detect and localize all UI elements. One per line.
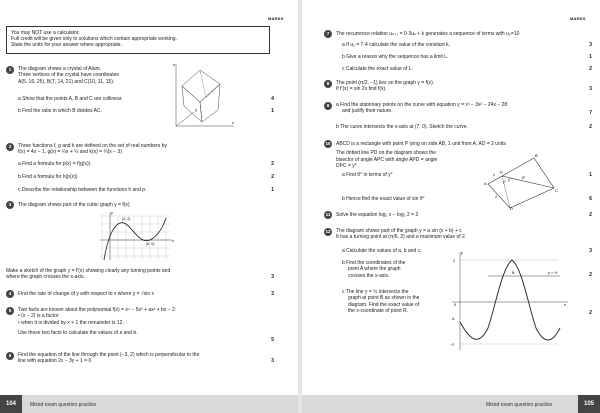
- rectangle-diagram: [480, 150, 570, 210]
- q-line: the x-coordinate of point R.: [348, 308, 409, 315]
- q-line: The point (π/2, −1) lies on the graph y = f(x).: [336, 80, 435, 86]
- q-line: The diagram shows a crystal of Alum.: [18, 66, 102, 72]
- vertex-label-b: B: [535, 153, 538, 158]
- footer-title: Mixed exam question practice: [30, 401, 97, 408]
- question-1-text: [18, 66, 168, 85]
- left-page: [0, 0, 298, 413]
- page-footer: [302, 395, 600, 413]
- q12-part-b: [342, 260, 442, 279]
- q7-part-a: a If u₁ = 7·4 calculate the value of the constant k.: [342, 42, 451, 48]
- marks-value: 2: [271, 161, 274, 167]
- alum-crystal-diagram: [170, 60, 240, 132]
- marks-value: 3: [589, 86, 592, 92]
- q-line: f(x) = 4x − 1, g(x) = ¼x + ¼ and k(x) = ¼(x − 3): [18, 149, 122, 156]
- point-label-a: A: [452, 317, 455, 321]
- vertex-label-a: A: [484, 181, 487, 186]
- q-line: and justify their nature.: [342, 108, 393, 115]
- axis-label-z: z: [173, 62, 175, 67]
- q12-part-c: [342, 289, 442, 315]
- tick-label: −2: [450, 343, 455, 347]
- question-number: 8: [324, 80, 332, 88]
- axis-label-x: x: [232, 120, 234, 125]
- q9-part-b: b The curve intersects the x-axis at (7, 0). Sketch the curve.: [336, 124, 468, 130]
- question-5-text: [18, 307, 268, 337]
- vertex-label-c: C: [555, 188, 558, 193]
- axis-label-y: y: [461, 250, 463, 255]
- question-4-text: Find the rate of change of y with respect to x where y = √sin x: [18, 291, 155, 297]
- q-line: If f′(x) = sin 2x find f(x).: [336, 86, 387, 93]
- marks-value: 2: [589, 124, 592, 130]
- tick-label: 2: [453, 259, 456, 263]
- q-line: Use these two facts to calculate the values of a and b.: [18, 330, 138, 337]
- question-11-text: Solve the equation log₂ x − log₂ 2 = 2: [336, 212, 419, 218]
- q-line: Two facts are known about the polynomial f(x) = x⁴ − 5x³ + ax² + bx − 2:: [18, 307, 177, 313]
- question-number: 7: [324, 30, 332, 38]
- page-number: 105: [578, 395, 600, 413]
- question-number: 3: [6, 201, 14, 209]
- q-line: b Find the coordinates of the: [342, 260, 406, 266]
- q-line: Three vertices of the crystal have coordinates: [18, 72, 119, 79]
- question-number: 6: [6, 352, 14, 360]
- question-6-text: [18, 352, 268, 365]
- q1-part-b: b Find the ratio in which B divides AC.: [18, 108, 102, 114]
- vertex-label-p: P: [500, 170, 503, 175]
- q7-part-c: c Calculate the exact value of L.: [342, 66, 413, 72]
- question-number: 10: [325, 141, 331, 146]
- marks-value: 3: [271, 358, 274, 364]
- q-line: crosses the x-axis.: [348, 272, 390, 279]
- q-line: ABCD is a rectangle with point P lying on side AB, 1 unit from A. AD = 2 units: [336, 141, 506, 147]
- q1-part-a: a Show that the points A, B and C are collinear.: [18, 96, 123, 102]
- q7-part-b: b Give a reason why the sequence has a limit L.: [342, 54, 449, 60]
- marks-value: 2: [271, 174, 274, 180]
- notice-line: You may NOT use a calculator.: [11, 30, 80, 36]
- q-line: Three functions f, g and k are defined on the set of real numbers by: [18, 143, 167, 149]
- cubic-graph-diagram: [96, 210, 178, 262]
- line-label: y = ½: [548, 271, 558, 275]
- exam-notice-box: [6, 26, 270, 54]
- marks-value: 5: [271, 337, 274, 343]
- q2-part-c: c Describe the relationship between the functions h and p.: [18, 187, 147, 193]
- q-line: A(5, 16, 25), B(7, 14, 21) and C(10, 11, 15).: [18, 78, 115, 85]
- question-number: 5: [6, 307, 14, 315]
- marks-value: 1: [589, 54, 592, 60]
- marks-value: 1: [271, 108, 274, 114]
- q-line: DPC = y°: [336, 163, 357, 170]
- marks-value: 1: [271, 187, 274, 193]
- q-line: line with equation 2x − 3y + 1 = 0: [18, 358, 92, 365]
- marks-value: 2: [589, 66, 592, 72]
- marks-value: 6: [589, 196, 592, 202]
- marks-value: 7: [589, 110, 592, 116]
- question-12-text: [336, 228, 576, 241]
- q-line: The dotted line PD on the diagram shows the: [336, 150, 437, 157]
- q-line: Make a sketch of the graph y = f′(x) showing clearly any turning points and: [6, 268, 171, 274]
- q-line: where the graph crosses the x-axis.: [6, 274, 85, 281]
- marks-value: 3: [589, 42, 592, 48]
- marks-value: 2: [589, 212, 592, 218]
- q-line: The diagram shows part of the graph y = a sin (x + b) + c: [336, 228, 462, 234]
- question-number: 12: [325, 229, 331, 234]
- footer-title: Mixed exam question practice: [486, 401, 553, 408]
- q-line: c The line y = ½ intersects the: [342, 289, 409, 295]
- marks-value: 4: [271, 96, 274, 102]
- q-line: • when it is divided by x + 1 the remainder is 12.: [18, 319, 124, 326]
- marks-value: 2: [589, 310, 592, 316]
- question-2-text: [18, 143, 268, 156]
- q-line: a Find the stationary points on the curve with equation y = x³ − 3x² − 24x − 28: [336, 102, 508, 108]
- q-line: point A where the graph: [348, 266, 401, 273]
- question-7-text: The recurrence relation uₙ₊₁ = 0·3uₙ + k generates a sequence of terms with u₀=10: [336, 31, 520, 37]
- q-line: Find the equation of the line through the point (−3, 2) which is perpendicular to the: [18, 352, 200, 358]
- axis-label-x: x: [564, 302, 566, 307]
- marks-value: 3: [271, 274, 274, 280]
- q3-sketch-text: [6, 268, 266, 281]
- q-line: It has a turning point at (π/6, 2) and a maximum value of 2.: [336, 234, 467, 241]
- marks-header: MARKS: [570, 16, 586, 21]
- question-3-text: The diagram shows part of the cubic graph y = f(x): [18, 202, 130, 208]
- notice-line: State the units for your answer where appropriate.: [11, 42, 122, 48]
- q-line: graph at point B as shown in the: [348, 295, 420, 302]
- length-label: 1: [493, 173, 495, 177]
- q10-part-b: b Hence find the exact value of sin θ°: [342, 196, 425, 202]
- q10-part-a: a Find θ° in terms of y°: [342, 172, 393, 178]
- q-line: • (x − 2) is a factor: [18, 313, 59, 320]
- angle-label: θ°: [522, 176, 526, 180]
- sine-graph-diagram: [448, 248, 572, 352]
- marks-value: 3: [589, 248, 592, 254]
- q2-part-b: b Find a formula for h(p(x)): [18, 174, 78, 180]
- q9-part-a: [336, 102, 576, 115]
- marks-value: 3: [271, 291, 274, 297]
- question-number: 9: [324, 102, 332, 110]
- right-page: [302, 0, 600, 413]
- q2-part-a: a Find a formula for p(x) = f(g(x)): [18, 161, 91, 167]
- page-number: 104: [0, 395, 22, 413]
- question-number: 1: [6, 66, 14, 74]
- point-label: (2, 2): [122, 217, 131, 221]
- notice-line: Full credit will be given only to solutions which contain appropriate working.: [11, 36, 177, 42]
- q-line: bisector of angle APC with angle APD = angle: [336, 156, 438, 163]
- question-number: 4: [6, 290, 14, 298]
- question-number: 11: [325, 212, 331, 217]
- point-label-b: B: [512, 271, 515, 275]
- q12-part-a: a Calculate the values of a, b and c.: [342, 248, 422, 254]
- axis-label-x: x: [172, 239, 174, 243]
- vertex-label-d: D: [510, 206, 513, 210]
- angle-label: y°: [508, 178, 512, 182]
- question-number: 2: [6, 143, 14, 151]
- q-line: diagram. Find the exact value of: [348, 301, 420, 308]
- length-label: 2: [495, 195, 497, 199]
- point-label: (6, 0): [146, 242, 155, 246]
- question-8-text: [336, 80, 556, 93]
- marks-value: 2: [589, 272, 592, 278]
- marks-header: MARKS: [268, 16, 284, 21]
- axis-label-y: y: [195, 107, 197, 112]
- marks-value: 1: [589, 172, 592, 178]
- axis-label-y: y: [111, 211, 113, 215]
- origin-label: 0: [454, 303, 457, 307]
- angle-label: y°: [503, 180, 507, 184]
